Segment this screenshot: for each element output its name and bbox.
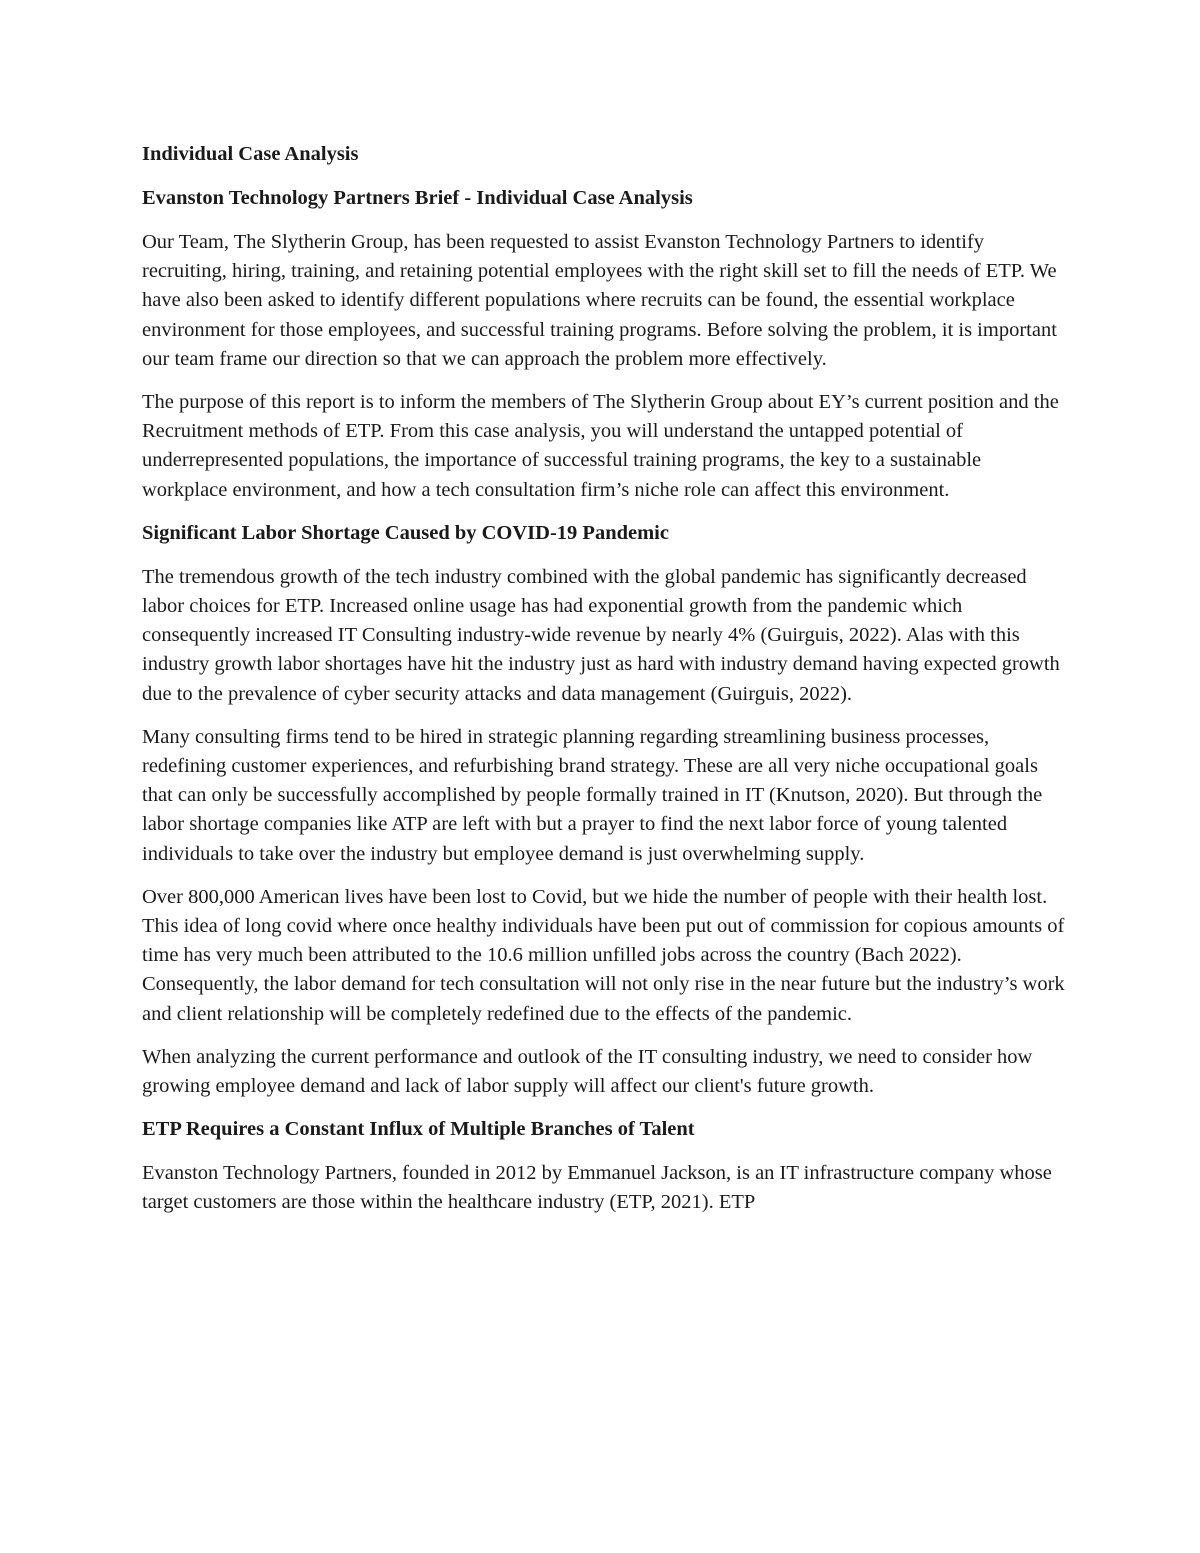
document-body xyxy=(142,140,1067,1232)
section-heading-talent-influx: ETP Requires a Constant Influx of Multiple Branches of Talent xyxy=(142,1118,695,1141)
section-paragraph: Over 800,000 American lives have been lost to Covid, but we hide the number of people with their health lost. This idea of long covid where once healthy individuals have been put out of commission for copious amounts of time has very much been attributed to the 10.6 million unfilled jobs across the country (Bach 2022). Consequently, the labor demand for tech consultation will not only rise in the near future but the industry’s work and client relationship will be completely redefined due to the effects of the pandemic. xyxy=(142,885,1065,1025)
section-paragraph: Many consulting firms tend to be hired in strategic planning regarding streamlining business processes, redefining customer experiences, and refurbishing brand strategy. These are all very niche occupational goals that can only be successfully accomplished by people formally trained in IT (Knutson, 2020). But through the labor shortage companies like ATP are left with but a prayer to find the next labor force of young talented individuals to take over the industry but employee demand is just overwhelming supply. xyxy=(142,725,1043,865)
section-paragraph: When analyzing the current performance and outlook of the IT consulting industry, we need to consider how growing employee demand and lack of labor supply will affect our client's future growth. xyxy=(142,1045,1033,1098)
intro-paragraph: Our Team, The Slytherin Group, has been requested to assist Evanston Technology Partners to identify recruiting, hiring, training, and retaining potential employees with the right skill set to fill the needs of ETP. We have also been asked to identify different populations where recruits can be found, the essential workplace environment for those employees, and successful training programs. Before solving the problem, it is important our team frame our direction so that we can approach the problem more effectively. xyxy=(142,231,1057,370)
document-title: Individual Case Analysis xyxy=(142,143,359,165)
section-paragraph: Evanston Technology Partners, founded in 2012 by Emmanuel Jackson, is an IT infrastructure company whose target customers are those within the healthcare industry (ETP, 2021). ETP xyxy=(142,1162,1052,1214)
section-heading-labor-shortage: Significant Labor Shortage Caused by COVID-19 Pandemic xyxy=(142,521,669,544)
section-paragraph: The tremendous growth of the tech industry combined with the global pandemic has significantly decreased labor choices for ETP. Increased online usage has had exponential growth from the pandemic which consequently increased IT Consulting industry-wide revenue by nearly 4% (Guirguis, 2022). Alas with this industry growth labor shortages have hit the industry just as hard with industry demand having expected growth due to the prevalence of cyber security attacks and data management (Guirguis, 2022). xyxy=(142,565,1060,705)
document-subtitle: Evanston Technology Partners Brief - Individual Case Analysis xyxy=(142,187,693,209)
intro-paragraph: The purpose of this report is to inform the members of The Slytherin Group about EY’s current position and the Recruitment methods of ETP. From this case analysis, you will understand the untapped potential of underrepresented populations, the importance of successful training programs, the key to a sustainable workplace environment, and how a tech consultation firm’s niche role can affect this environment. xyxy=(142,391,1059,501)
